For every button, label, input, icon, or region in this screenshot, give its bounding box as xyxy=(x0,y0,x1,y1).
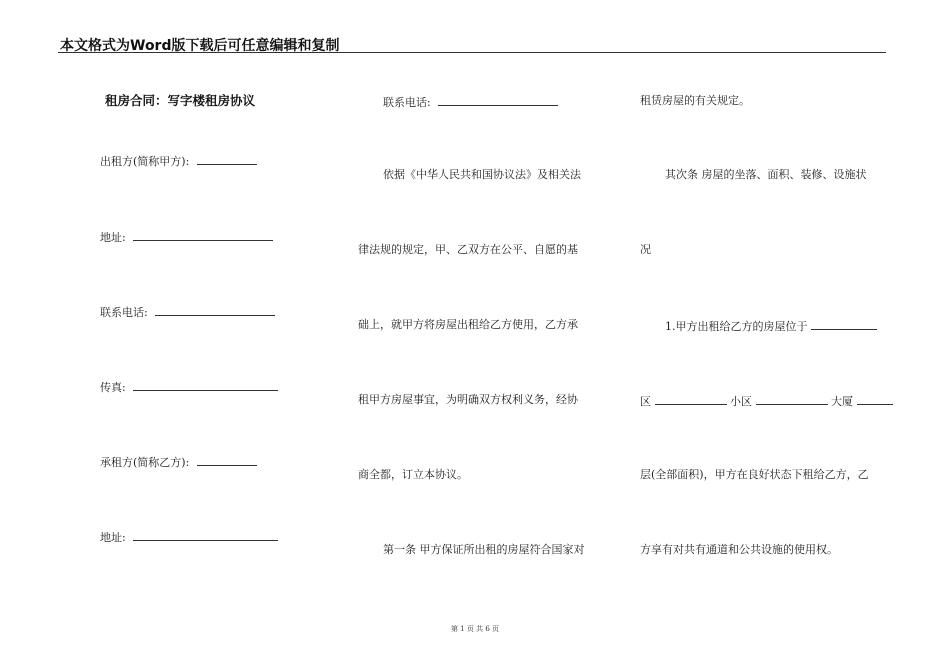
location-line xyxy=(665,318,877,334)
page-number: 第 1 页 共 6 页 xyxy=(450,625,500,633)
paragraph-line-1: 依据《中华人民共和国协议法》及相关法 xyxy=(383,168,581,181)
district-line xyxy=(640,393,893,409)
lessee-phone-blank xyxy=(438,94,558,106)
lessor-line xyxy=(100,153,257,169)
lessee-line xyxy=(100,454,257,470)
lessor-phone-blank xyxy=(155,304,275,316)
lessee-address-blank xyxy=(133,529,278,541)
lessor-label: 出租方(简称甲方): xyxy=(100,155,190,168)
lessor-phone-label: 联系电话: xyxy=(100,306,148,319)
fax-label: 传真: xyxy=(100,381,126,394)
district-label: 区 xyxy=(640,395,651,408)
paragraph-line-5: 商全都，订立本协议。 xyxy=(358,468,468,481)
col3-line-1: 租赁房屋的有关规定。 xyxy=(640,94,750,107)
community-label: 小区 xyxy=(730,395,752,408)
col3-line-3: 况 xyxy=(640,243,651,256)
lessor-address-label: 地址: xyxy=(100,231,126,244)
lessee-phone-label: 联系电话: xyxy=(383,96,431,109)
document-header-title: 本文格式为Word版下载后可任意编辑和复制 xyxy=(60,38,340,54)
lessee-blank xyxy=(197,454,257,466)
building-blank xyxy=(857,393,893,405)
lessor-phone-line xyxy=(100,304,275,320)
fax-line xyxy=(100,379,278,395)
lessee-label: 承租方(简称乙方): xyxy=(100,456,190,469)
col3-line-7: 方享有对共有通道和公共设施的使用权。 xyxy=(640,543,838,556)
building-label: 大厦 xyxy=(831,395,853,408)
fax-blank xyxy=(133,379,278,391)
lessee-phone-line xyxy=(383,94,558,110)
lessee-address-label: 地址: xyxy=(100,531,126,544)
article-two-line: 其次条 房屋的坐落、面积、装修、设施状 xyxy=(665,168,867,181)
paragraph-line-3: 础上，就甲方将房屋出租给乙方使用，乙方承 xyxy=(358,318,578,331)
contract-title: 租房合同：写字楼租房协议 xyxy=(105,93,256,108)
paragraph-line-4: 租甲方房屋事宜，为明确双方权利义务，经协 xyxy=(358,393,578,406)
col3-line-6: 层(全部面积)，甲方在良好状态下租给乙方，乙 xyxy=(640,468,869,481)
community-blank xyxy=(756,393,828,405)
lessor-blank xyxy=(197,153,257,165)
article-one-line: 第一条 甲方保证所出租的房屋符合国家对 xyxy=(383,543,585,556)
paragraph-line-2: 律法规的规定，甲、乙双方在公平、自愿的基 xyxy=(358,243,578,256)
header-divider xyxy=(58,52,886,53)
district-blank xyxy=(655,393,727,405)
location-label: 1.甲方出租给乙方的房屋位于 xyxy=(665,320,808,333)
lessor-address-blank xyxy=(133,229,273,241)
lessor-address-line xyxy=(100,229,273,245)
location-blank xyxy=(811,318,877,330)
lessee-address-line xyxy=(100,529,278,545)
